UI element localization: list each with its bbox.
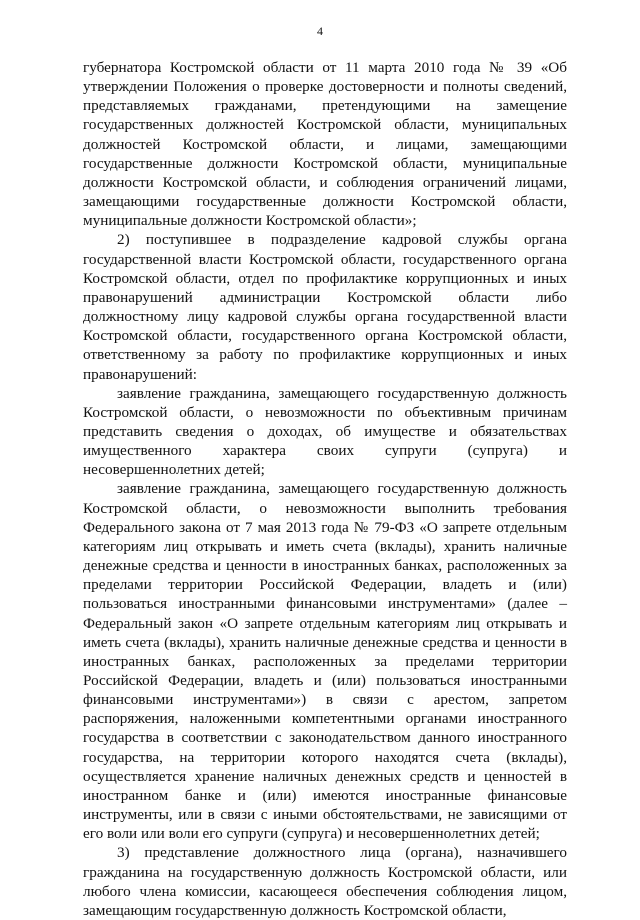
paragraph-item-3: 3) представление должностного лица (органа), назначившего гражданина на государственную должность Костромской области, или любого члена комиссии, касающееся обеспечения соблюдения лицом, замещающим государственную должность Костромской области, [83, 844, 567, 919]
document-body [83, 58, 567, 920]
paragraph-item-2: 2) поступившее в подразделение кадровой службы органа государственной власти Костромской области, государственного органа Костромской области, отдел по профилактике коррупционных и иных правонарушений администрации Костромской области либо должностному лицу кадровой службы органа государственной власти Костромской области, государственного органа Костромской области, ответственному за работу по профилактике коррупционных и иных правонарушений: [83, 231, 567, 383]
paragraph-statement-1: заявление гражданина, замещающего государственную должность Костромской области, о невозможности по объективным причинам представить сведения о доходах, об имуществе и обязательствах имущественного характера своих супруги (супруга) и несовершеннолетних детей; [83, 384, 567, 479]
paragraph-continuation: губернатора Костромской области от 11 марта 2010 года № 39 «Об утверждении Положения о проверке достоверности и полноты сведений, представляемых гражданами, претендующими на замещение государственных должностей Костромской области, муниципальных должностей Костромской области, и лицами, замещающими государственные должности Костромской области, муниципальные должности Костромской области, и соблюдения ограничений лицами, замещающими государственные должности Костромской области, муниципальные должности Костромской области»; [83, 59, 567, 230]
page-number: 4 [317, 24, 323, 38]
paragraph-statement-2: заявление гражданина, замещающего государственную должность Костромской области, о невозможности выполнить требования Федерального закона от 7 мая 2013 года № 79-ФЗ «О запрете отдельным категориям лиц открывать и иметь счета (вклады), хранить наличные денежные средства и ценности в иностранных банках, расположенных за пределами территории Российской Федерации, владеть и (или) пользоваться иностранными финансовыми инструментами» (далее – Федеральный закон «О запрете отдельным категориям лиц открывать и иметь счета (вклады), хранить наличные денежные средства и ценности в иностранных банках, расположенных за пределами территории Российской Федерации, владеть и (или) пользоваться иностранными финансовыми инструментами») в связи с арестом, запретом распоряжения, наложенными компетентными органами иностранного государства в соответствии с законодательством данного иностранного государства, на территории которого находятся счета (вклады), осуществляется хранение наличных денежных средств и ценностей в иностранном банке и (или) имеются иностранные финансовые инструменты, или в связи с иными обстоятельствами, не зависящими от его воли или воли его супруги (супруга) и несовершеннолетних детей; [83, 480, 567, 843]
